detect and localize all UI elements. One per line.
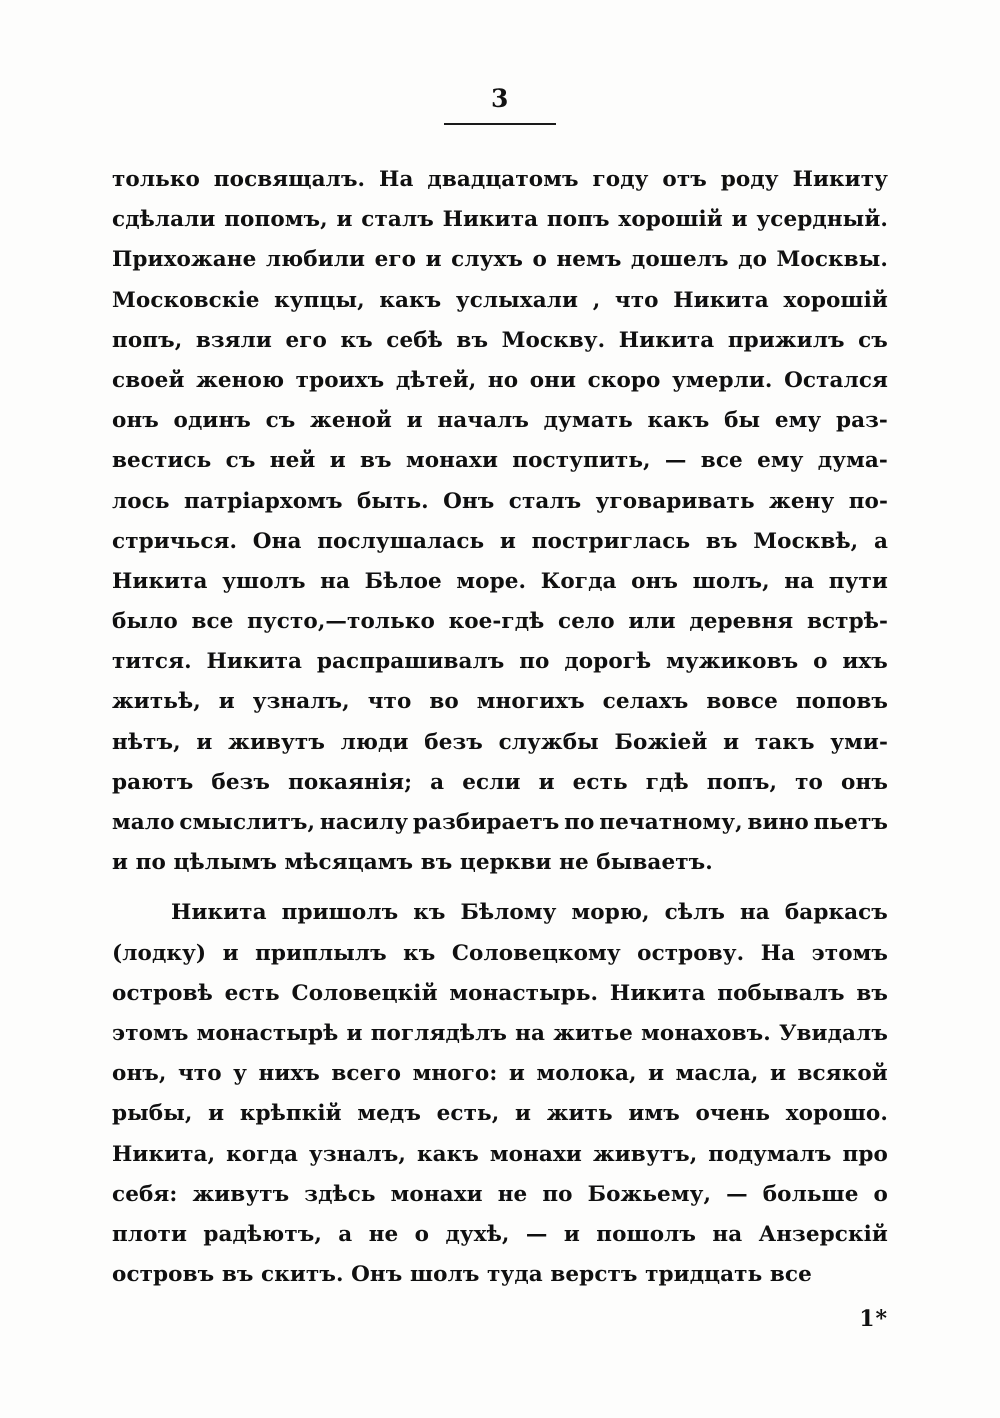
line-word: живутъ [228,729,325,755]
line-word: а [430,769,445,795]
line-word: услыхали [455,287,579,313]
line-word: нихъ [258,1061,320,1087]
line-word: взяли [195,327,272,353]
line-word: женой [310,408,392,434]
line-word: и [425,247,442,273]
line-word: дѣтей, [395,367,477,393]
line-word: Никита [171,900,267,926]
line-word: а [873,528,888,554]
text-line [112,602,888,642]
line-word: уми- [830,729,888,755]
line-word: до [738,247,768,273]
line-word: пьетъ [813,810,888,835]
line-word: жену [769,488,835,514]
line-word: немъ [556,247,622,273]
line-word: все [191,609,234,635]
line-word: Никита [206,649,303,675]
line-word: было [112,609,178,635]
line-word: своей [112,367,185,393]
line-word: Бѣлому [460,900,557,926]
line-word: распрашивалъ [316,649,505,675]
line-word: (лодку) [112,940,207,966]
line-word: о [532,247,547,273]
line-word: усердный. [756,207,888,233]
line-word: разбираетъ [412,810,560,835]
text-line [112,562,888,602]
line-word: Остался [784,367,888,393]
line-text: островъ въ скитъ. Онъ шолъ туда верстъ тридцать все [112,1262,812,1288]
line-word: раютъ [112,769,194,795]
line-word: по- [848,488,888,514]
text-line [112,1054,888,1094]
text-line [112,441,888,481]
line-word: Москвы. [776,247,888,273]
line-word: деревня [689,609,794,635]
text-line [112,240,888,280]
line-word: поступить, [512,448,651,474]
paragraph [112,160,888,883]
line-word: его [374,247,417,273]
text-line [112,843,888,883]
line-word: есть [572,769,628,795]
line-word: съ [265,408,296,434]
line-word: Онъ [443,488,495,514]
line-word: двадцатомъ [427,167,579,192]
line-word: есть [224,980,280,1006]
line-word: масла, [675,1061,759,1087]
line-word: о [873,1181,888,1207]
line-word: много: [412,1061,498,1087]
line-word: монахи [390,1181,483,1207]
line-word: поглядѣлъ [370,1020,507,1046]
text-line [112,160,888,200]
line-word: какъ [416,1141,479,1167]
line-word: или [628,609,676,635]
text-line [112,1094,888,1134]
line-word: житье [553,1020,633,1046]
line-word: о [414,1221,430,1247]
line-word: женою [196,367,285,393]
line-word: послушалась [317,528,485,554]
text-line [112,1014,888,1054]
line-word: троихъ [295,367,385,393]
line-word: и [769,1061,787,1087]
folio-block [0,86,1000,125]
line-word: они [529,367,577,393]
line-word: Соловецкому [451,940,621,966]
line-word: пошолъ [596,1221,697,1247]
line-word: скоро [587,367,661,393]
line-word: то [795,769,823,795]
line-word: умерли. [672,367,773,393]
line-word: — [726,1181,748,1207]
line-word: про [842,1141,888,1167]
line-word: медъ [357,1101,421,1127]
line-word: Прихожане [112,247,257,273]
line-word: Божіей [614,729,708,755]
line-word: онъ [112,408,159,434]
line-word: вино [747,810,809,835]
line-word: не [368,1221,399,1247]
line-word: этомъ [811,940,888,966]
line-word: къ [403,940,436,966]
text-line [112,1215,888,1255]
line-word: посвящалъ. [213,167,366,192]
line-word: нѣтъ, [112,729,181,755]
line-word: попъ, [112,327,183,353]
line-word: хорошій [783,287,888,313]
line-word: попомъ, [224,207,328,233]
line-word: въ [456,327,489,353]
line-word: и [218,689,235,715]
line-word: Никиту [792,167,888,192]
line-word: Москвѣ, [753,528,859,554]
line-word: а [338,1221,353,1247]
line-word: кое-гдѣ [448,609,545,635]
line-word: что [177,1061,222,1087]
line-word: Никита [609,980,706,1006]
line-word: хорошій [618,207,723,233]
line-word: ему [774,408,822,434]
line-word: но [487,367,519,393]
line-word: радѣютъ, [203,1221,322,1247]
text-line [112,893,888,933]
line-word: приплылъ [255,940,387,966]
line-word: монаховъ. [641,1020,771,1046]
line-word: очень [695,1101,771,1127]
line-word: дошелъ [630,247,729,273]
line-word: имъ [628,1101,680,1127]
line-word: и [723,729,740,755]
line-word: монастырѣ [196,1020,339,1046]
line-word: Увидалъ [778,1020,888,1046]
line-word: съ [225,448,256,474]
line-word: печатному, [599,810,743,835]
line-word: Соловецкій [291,980,438,1006]
line-word: безъ [424,729,483,755]
line-word: и [508,1061,525,1087]
line-word: и [514,1101,532,1127]
line-word: быть. [356,488,429,514]
line-word: году [592,167,649,192]
text-line [112,482,888,522]
text-line [112,401,888,441]
line-word: и [499,528,516,554]
line-word: и [196,729,213,755]
line-word: себя: [112,1181,178,1207]
line-word: Никита, [112,1141,216,1167]
line-word: село [558,609,615,635]
text-line [112,1175,888,1215]
text-line [112,974,888,1014]
line-word: плоти [112,1221,188,1247]
line-word: рыбы, [112,1101,193,1127]
line-word: монастырь. [449,980,599,1006]
line-word: пути [828,568,888,594]
line-word: ему [757,448,804,474]
line-word: живутъ [192,1181,290,1207]
paragraph-gap [112,883,888,893]
line-word: бы [724,408,761,434]
line-word: по [519,649,550,675]
line-word: мужиковъ [666,649,799,675]
line-word: раз- [835,408,888,434]
line-word: подумалъ [708,1141,832,1167]
folio-divider-rule [444,123,556,125]
text-line [112,281,888,321]
line-word: себѣ [386,327,443,353]
line-word: селахъ [602,689,689,715]
line-word: купцы, [274,287,365,313]
line-word: На [760,940,796,966]
paragraph [112,893,888,1295]
line-word: на [320,568,351,594]
page-number: 3 [491,84,509,113]
line-word: въ [360,448,392,474]
line-word: сдѣлали [112,207,216,233]
line-word: въ [705,528,738,554]
line-word: любили [265,247,366,273]
line-word: на [784,568,815,594]
line-word: молока, [536,1061,637,1087]
line-word: вовсе [706,689,778,715]
line-word: началъ [437,408,529,434]
line-word: какъ [379,287,442,313]
line-word: ней [269,448,316,474]
line-word: и [731,207,748,233]
line-word: лось [112,488,170,514]
line-word: къ [413,900,446,926]
body-text-block [112,160,888,1295]
line-word: одинъ [173,408,251,434]
line-word: къ [340,327,373,353]
line-word: на [739,900,770,926]
line-word: люди [340,729,409,755]
line-word: сталъ [361,207,434,233]
line-word: крѣпкій [239,1101,342,1127]
line-word: — [664,448,687,474]
line-word: онъ [631,568,679,594]
line-text: и по цѣлымъ мѣсяцамъ въ церкви не бываетъ. [112,850,713,876]
line-word: На [379,167,414,192]
line-word: и [648,1061,665,1087]
line-word: не [497,1181,528,1207]
line-word: на [515,1020,546,1046]
line-word: Анзерскій [758,1221,888,1247]
line-word: попъ, [706,769,778,795]
line-word: Когда [540,568,617,594]
line-word: въ [856,980,888,1006]
text-line [112,763,888,803]
line-word: ушолъ [222,568,306,594]
line-word: монахи [405,448,498,474]
line-word: многихъ [476,689,585,715]
text-line [112,803,888,843]
line-word: монахи [489,1141,582,1167]
line-word: о [813,649,828,675]
line-word: смыслитъ, [179,810,316,835]
line-word: во [429,689,459,715]
line-word: все [700,448,743,474]
line-word: житьѣ, [112,689,201,715]
line-word: Никита [673,287,769,313]
text-line [112,1255,888,1295]
line-word: Она [252,528,302,554]
line-word: и [346,1020,363,1046]
line-word: всякой [797,1061,888,1087]
line-word: что [614,287,659,313]
line-word: сталъ [508,488,582,514]
line-word: у [233,1061,248,1087]
line-word: по [564,810,595,835]
line-word: такъ [754,729,815,755]
line-word: море. [456,568,527,594]
line-word: на [712,1221,743,1247]
line-word: онъ [841,769,888,795]
line-word: и [538,769,555,795]
text-line [112,321,888,361]
line-word: Москву. [501,327,606,353]
line-word: онъ, [112,1061,167,1087]
line-word: побывалъ [717,980,845,1006]
line-word: что [367,689,412,715]
line-word: мало [112,810,175,835]
line-word: покаянія; [288,769,413,795]
text-line [112,682,888,722]
line-word: Бѣлое [364,568,442,594]
line-word: здѣсь [304,1181,376,1207]
line-word: Божьему, [587,1181,712,1207]
line-word: баркасъ [784,900,888,926]
line-word: этомъ [112,1020,189,1046]
line-word: поповъ [795,689,888,715]
line-word: стричься. [112,528,238,554]
line-word: и [329,448,346,474]
line-word: гдѣ [645,769,689,795]
text-line [112,522,888,562]
line-word: Московскіе [112,287,260,313]
text-line [112,361,888,401]
line-word: и [208,1101,225,1127]
line-word: узналъ, [308,1141,406,1167]
line-word: есть, [436,1101,500,1127]
line-word: если [462,769,521,795]
text-line [112,934,888,974]
line-word: , [592,287,601,313]
line-word: больше [762,1181,859,1207]
line-word: отъ [662,167,707,192]
line-word: съ [858,327,888,353]
line-word: когда [226,1141,298,1167]
line-word: пусто,—только [247,609,435,635]
line-word: по [542,1181,573,1207]
line-word: роду [720,167,779,192]
line-word: службы [498,729,599,755]
text-line [112,200,888,240]
line-word: Никита [442,207,539,233]
line-word: его [285,327,327,353]
line-word: безъ [211,769,271,795]
line-word: какъ [647,408,710,434]
line-word: встрѣ- [806,609,888,635]
line-word: пришолъ [281,900,399,926]
line-word: тится. [112,649,192,675]
line-word: дума- [817,448,888,474]
line-word: ихъ [842,649,888,675]
line-word: всего [331,1061,402,1087]
line-word: Никита [618,327,715,353]
text-line [112,1135,888,1175]
line-word: живутъ, [592,1141,698,1167]
line-word: хорошо. [785,1101,888,1127]
line-word: узналъ, [252,689,350,715]
text-line [112,642,888,682]
line-word: морю, [571,900,650,926]
line-word: только [112,167,200,192]
signature-mark: 1* [859,1306,888,1332]
line-word: островѣ [112,980,213,1006]
line-word: острову. [637,940,745,966]
line-word: шолъ, [692,568,770,594]
text-line [112,723,888,763]
line-word: насилу [319,810,409,835]
line-word: Никита [112,568,208,594]
line-word: сѣлъ [664,900,725,926]
line-word: думать [543,408,633,434]
line-word: уговаривать [595,488,755,514]
line-word: и [563,1221,580,1247]
line-word: дорогѣ [564,649,652,675]
line-word: слухъ [451,247,523,273]
line-word: вестись [112,448,212,474]
line-word: духѣ, [445,1221,510,1247]
line-word: жить [546,1101,613,1127]
line-word: постриглась [531,528,691,554]
line-word: прижилъ [727,327,845,353]
line-word: и [222,940,239,966]
line-word: патріархомъ [183,488,343,514]
line-word: и [336,207,353,233]
line-word: попъ [546,207,610,233]
line-word: — [525,1221,548,1247]
line-word: и [406,408,423,434]
